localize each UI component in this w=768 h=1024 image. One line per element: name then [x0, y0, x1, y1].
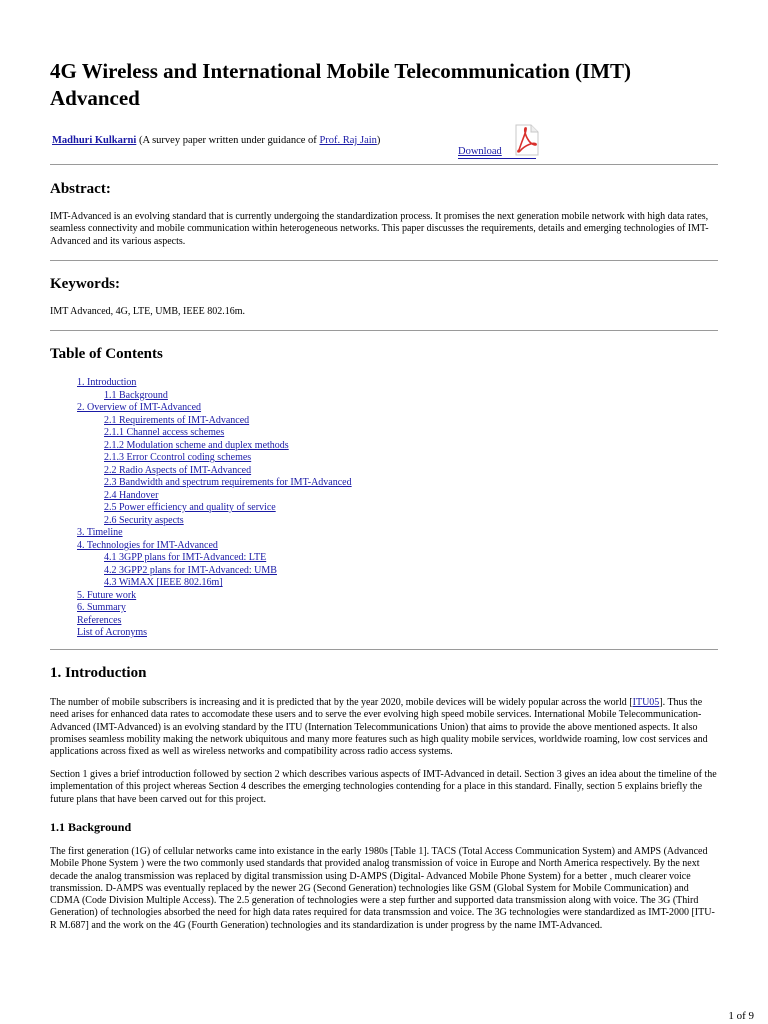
toc-link[interactable]: References [77, 614, 122, 626]
toc-entry [77, 477, 352, 490]
toc-entry [77, 490, 352, 503]
background-paragraph: The first generation (1G) of cellular networks came into existance in the early 1980s [Table 1]. TACS (Total Access Communication System) and AMPS (Advanced Mobile Phone System ) were the two commonly used standards that provided analog transmission of voice in Europe and North America respectively. By the next decade the analog transmission was replaced by digital transmission using D-AMPS (Digital- Advanced Mobile Phone System) for a better , much clearer voice transmission. D-AMPS was eventually replaced by the newer 2G (Second Generation) technologies like GSM (Global System for Mobile Communication) and CDMA (Code Division Multiple Access). The 2.5 generation of technologies were a step further and supported data transmission along with voice. The 3G (Third Generation) of technologies absorbed the need for high data rates required for data transmssion and voice. The 3G technologies were standardized as IMT-2000 [ITU-R M.687] and the work on the 4G (Fourth Generation) technologies and its standardization is under progress by the name IMT-Advanced. [50, 846, 715, 931]
toc-entry [77, 527, 352, 540]
toc-entry [77, 540, 352, 553]
toc-entry [77, 590, 352, 603]
toc-link[interactable]: List of Acronyms [77, 627, 147, 638]
intro-paragraph [50, 697, 718, 758]
toc-link[interactable]: 4.2 3GPP2 plans for IMT-Advanced: UMB [104, 564, 277, 576]
keywords-text: IMT Advanced, 4G, LTE, UMB, IEEE 802.16m. [50, 306, 245, 317]
toc-entry [77, 440, 352, 453]
toc-link[interactable]: 4.3 WiMAX [IEEE 802.16m] [104, 577, 223, 588]
toc-link[interactable]: 1. Introduction [77, 377, 137, 388]
toc-link[interactable]: 2.6 Security aspects [104, 514, 184, 526]
download-underline [458, 158, 536, 159]
intro-text: ]. Thus the need arises for enhanced data rates to accomodate these users and to serve the ever evolving high speed mobile services. International Mobile Telecommunication-Advanced (IMT-Advanced) is an evolving standard by the ITU (Internation Telecommunications Union) that aims to provide the above mentioned aspects. It also promises seamless mobility making the network ubiquitous and many more features such as high quality mobile services, worldwide roaming, low cost services and applications across fixed as well as wireless networks and compatibility across radio access systems. [50, 697, 708, 758]
download-label[interactable]: Download [458, 146, 502, 157]
toc-link[interactable]: 6. Summary [77, 602, 126, 613]
toc-link[interactable]: 2.5 Power efficiency and quality of service [104, 502, 276, 513]
toc-link[interactable]: 2.2 Radio Aspects of IMT-Advanced [104, 464, 252, 476]
toc-link[interactable]: 5. Future work [77, 589, 137, 601]
toc-entry [77, 465, 352, 478]
toc-link[interactable]: 2.3 Bandwidth and spectrum requirements for IMT-Advanced [104, 477, 352, 488]
toc-entry [77, 502, 352, 515]
table-of-contents [77, 377, 352, 640]
toc-entry [77, 427, 352, 440]
toc-link[interactable]: 2.1.2 Modulation scheme and duplex methods [104, 439, 289, 451]
abstract-text: IMT-Advanced is an evolving standard that is currently undergoing the standardization process. It promises the next generation mobile network with high data rates, seamless connectivity and mobile communication within heterogeneous networks. This paper discusses the requirements, details and emerging technologies of IMT-Advanced and its various aspects. [50, 211, 709, 247]
toc-entry [77, 452, 352, 465]
toc-entry [77, 552, 352, 565]
toc-link[interactable]: 2.1.1 Channel access schemes [104, 427, 225, 438]
toc-link[interactable]: 2.1.3 Error Ccontrol coding schemes [104, 452, 252, 463]
keywords-heading: Keywords: [50, 276, 120, 292]
toc-link[interactable]: 4. Technologies for IMT-Advanced [77, 539, 218, 551]
toc-link[interactable]: 4.1 3GPP plans for IMT-Advanced: LTE [104, 552, 267, 563]
toc-entry [77, 577, 352, 590]
toc-entry [77, 377, 352, 390]
citation-link[interactable]: ITU05 [632, 697, 660, 708]
toc-link[interactable]: 3. Timeline [77, 527, 123, 538]
toc-link[interactable]: 2.4 Handover [104, 489, 159, 501]
section-heading-background: 1.1 Background [50, 820, 132, 834]
toc-entry [77, 602, 352, 615]
toc-entry [77, 402, 352, 415]
intro-text: The number of mobile subscribers is increasing and it is predicted that by the year 2020, mobile devices will be widely popular across the world [ [50, 697, 633, 708]
divider [50, 649, 718, 650]
toc-entry [77, 615, 352, 628]
section-heading-introduction: 1. Introduction [50, 665, 147, 681]
advisor-link[interactable]: Prof. Raj Jain [319, 135, 377, 146]
toc-entry [77, 627, 352, 640]
page-title: 4G Wireless and International Mobile Telecommunication (IMT) Advanced [50, 59, 632, 110]
toc-link[interactable]: 2. Overview of IMT-Advanced [77, 402, 202, 413]
toc-entry [77, 415, 352, 428]
toc-entry [77, 390, 352, 403]
author-link[interactable]: Madhuri Kulkarni [52, 135, 137, 146]
divider [50, 260, 718, 261]
download-link[interactable] [458, 124, 538, 160]
toc-link[interactable]: 2.1 Requirements of IMT-Advanced [104, 414, 250, 426]
abstract-heading: Abstract: [50, 181, 111, 197]
intro-paragraph-2: Section 1 gives a brief introduction followed by section 2 which describes various aspects of IMT-Advanced in detail. Section 3 gives an idea about the timeline of the implementation of this project whereas Section 4 describes the emerging technologies contending for a place in this standard. Finally, section 5 explains briefly the future plans that have been carved out for this project. [50, 769, 717, 805]
author-line [52, 135, 380, 146]
divider [50, 330, 718, 331]
page-number: 1 of 9 [728, 1010, 754, 1022]
toc-entry [77, 565, 352, 578]
toc-link[interactable]: 1.1 Background [104, 389, 168, 401]
toc-heading: Table of Contents [50, 346, 163, 362]
toc-entry [77, 515, 352, 528]
author-note-end: ) [376, 135, 381, 146]
author-note: (A survey paper written under guidance of [136, 135, 320, 146]
divider [50, 164, 718, 165]
pdf-icon[interactable] [514, 124, 540, 156]
